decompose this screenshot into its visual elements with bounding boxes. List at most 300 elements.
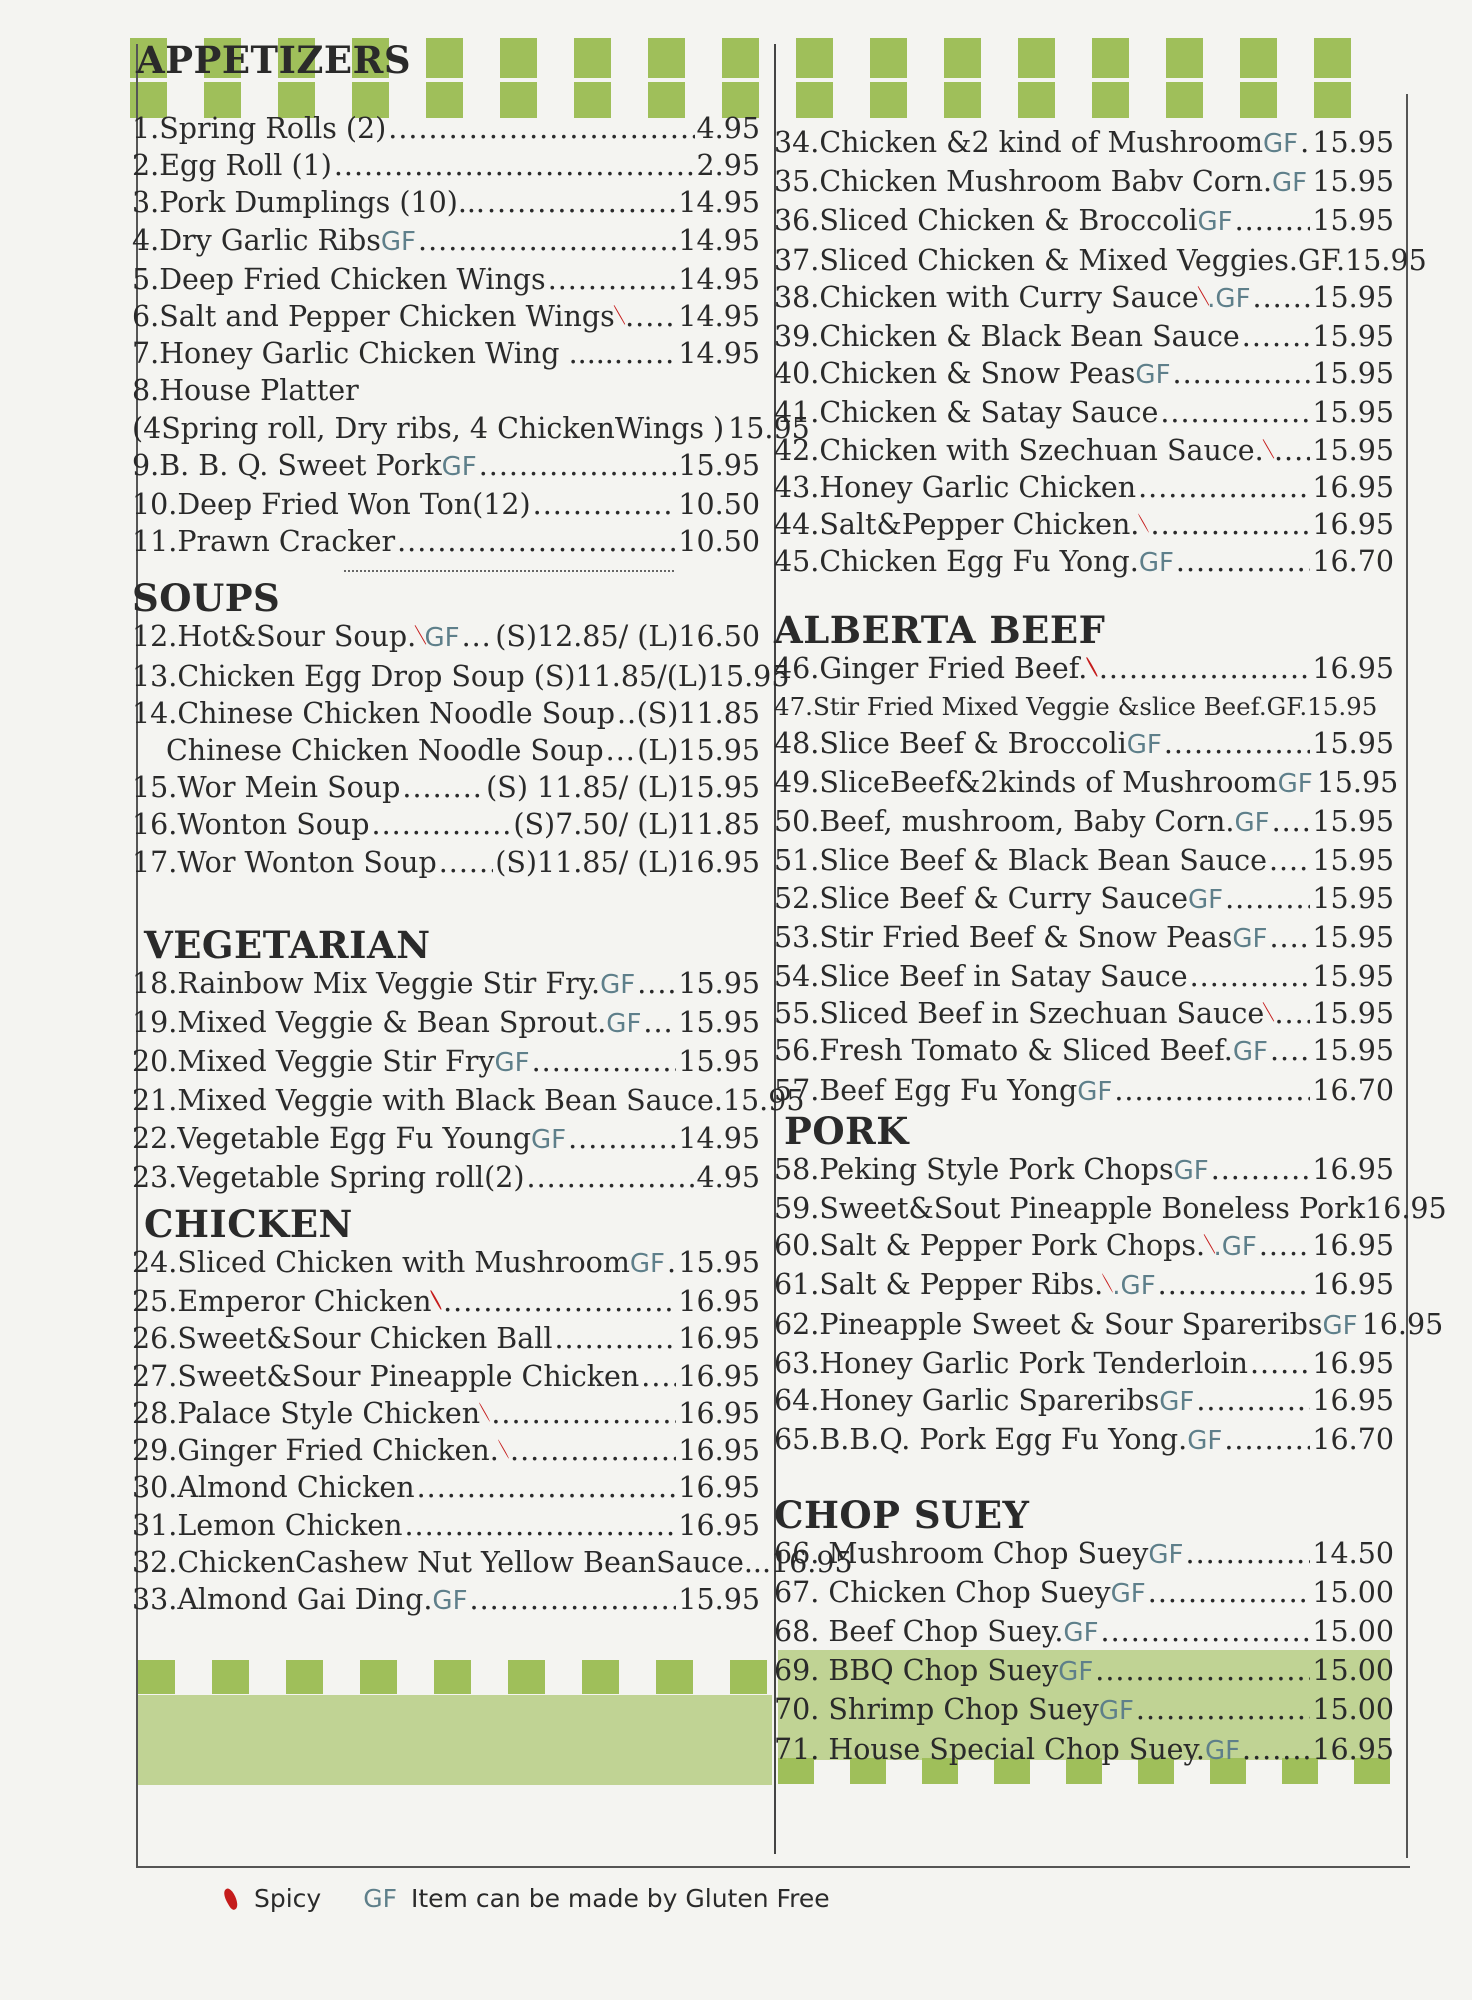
menu-item-price: 14.50 xyxy=(1312,1536,1394,1570)
gluten-free-tag: GF xyxy=(1204,1735,1241,1766)
menu-item xyxy=(774,688,1394,725)
leader-dots xyxy=(402,769,484,806)
menu-item xyxy=(132,1320,760,1357)
leader-dots xyxy=(439,844,494,881)
menu-item-price: 14.95 xyxy=(678,1121,760,1155)
gluten-free-tag: GF xyxy=(1277,769,1313,800)
leader-dots xyxy=(491,1395,676,1432)
leader-dots xyxy=(1253,279,1311,316)
menu-item-name: 35.Chicken Mushroom Babv Corn. xyxy=(774,165,1272,199)
menu-item-name: 48.Slice Beef & Broccoli xyxy=(774,726,1127,760)
chicken-list xyxy=(132,1244,853,1620)
menu-item xyxy=(132,1159,760,1196)
leader-dots xyxy=(1242,318,1311,355)
leader-dots xyxy=(1138,469,1310,506)
menu-item-name: 33.Almond Gai Ding. xyxy=(132,1582,433,1616)
menu-item xyxy=(774,394,1394,431)
menu-item-name: 24.Sliced Chicken with Mushroom xyxy=(132,1246,630,1280)
menu-item-price: (L)15.95 xyxy=(637,734,760,768)
menu-item xyxy=(132,1544,853,1581)
leader-dots xyxy=(1250,1345,1310,1382)
menu-item-price: (S)7.50/ (L)11.85 xyxy=(513,808,760,842)
leader-dots xyxy=(1300,124,1310,161)
menu-item-name: 3.Pork Dumplings (10)... xyxy=(132,186,485,220)
leader-dots xyxy=(1259,1227,1311,1264)
leader-dots xyxy=(548,261,677,298)
gluten-free-tag: .GF xyxy=(1112,1271,1156,1302)
menu-item-price: 15.95 xyxy=(1312,1034,1394,1068)
leader-dots xyxy=(334,147,695,184)
menu-item-name: 25.Emperor Chicken xyxy=(132,1285,432,1319)
menu-item xyxy=(132,1507,760,1544)
leader-dots xyxy=(1160,394,1310,431)
gluten-free-tag: GF xyxy=(1110,1578,1146,1609)
menu-item xyxy=(132,222,760,261)
leader-dots xyxy=(1186,1535,1311,1572)
section-title-pork: PORK xyxy=(784,1108,909,1153)
menu-item-price: 2.95 xyxy=(696,149,760,183)
leader-dots xyxy=(397,523,676,560)
menu-item-name: 36.Sliced Chicken & Broccoli xyxy=(774,204,1198,238)
leader-dots xyxy=(625,298,676,335)
menu-item xyxy=(132,1581,760,1620)
menu-item xyxy=(132,618,760,657)
leader-dots xyxy=(1270,1032,1310,1069)
menu-item-name: 44.Salt&Pepper Chicken. xyxy=(774,508,1140,542)
menu-item-price: 15.95 xyxy=(1312,920,1394,954)
menu-item-name: 68. Beef Chop Suey. xyxy=(774,1614,1064,1648)
gluten-free-tag: GF xyxy=(1272,168,1308,199)
menu-item-name: 6.Salt and Pepper Chicken Wings xyxy=(132,300,615,334)
menu-item-price: 15.00 xyxy=(1312,1575,1394,1609)
gluten-free-tag: GF xyxy=(1063,1617,1099,1648)
gluten-free-tag: GF xyxy=(1138,548,1174,579)
menu-item-name: 53.Stir Fried Beef & Snow Peas xyxy=(774,920,1233,954)
leader-dots xyxy=(479,447,677,484)
menu-item xyxy=(132,1120,760,1159)
menu-item-name: 61.Salt & Pepper Ribs. xyxy=(774,1268,1104,1302)
leader-dots xyxy=(527,1159,695,1196)
menu-item-name: 54.Slice Beef in Satay Sauce xyxy=(774,960,1188,994)
chili-icon xyxy=(613,305,624,324)
menu-item-price: 15.00 xyxy=(1312,1614,1394,1648)
gluten-free-tag: GF xyxy=(1098,1696,1134,1727)
menu-item-price: 4.95 xyxy=(696,1160,760,1194)
menu-item-name: Chinese Chicken Noodle Soup xyxy=(166,734,604,768)
leader-dots xyxy=(1269,842,1310,879)
menu-item xyxy=(774,1266,1394,1305)
gluten-free-tag: GF xyxy=(1187,1426,1223,1457)
menu-item xyxy=(774,919,1394,958)
menu-item xyxy=(774,650,1394,687)
menu-item xyxy=(774,163,1394,202)
menu-item xyxy=(132,523,760,560)
section-title-alberta-beef: ALBERTA BEEF xyxy=(774,608,1106,653)
menu-item-name: 20.Mixed Veggie Stir Fry xyxy=(132,1045,495,1079)
leader-dots xyxy=(1274,995,1310,1032)
leader-dots xyxy=(617,695,635,732)
menu-item xyxy=(132,1358,760,1395)
platter-separator xyxy=(344,570,674,572)
menu-item-price: 14.95 xyxy=(678,223,760,257)
gluten-free-tag: GF xyxy=(1262,129,1299,159)
menu-item-name: 52.Slice Beef & Curry Sauce xyxy=(774,881,1188,915)
gluten-free-tag: GF xyxy=(1232,923,1268,954)
chili-icon xyxy=(1138,513,1150,533)
menu-item-name: 5.Deep Fried Chicken Wings xyxy=(132,262,546,296)
menu-item xyxy=(774,1227,1394,1266)
leader-dots xyxy=(404,1507,676,1544)
menu-item xyxy=(132,844,760,881)
menu-item xyxy=(774,318,1394,355)
menu-item-name: 59.Sweet&Sout Pineapple Boneless Pork16.95 xyxy=(774,1192,1447,1226)
menu-item-name: 64.Honey Garlic Spareribs xyxy=(774,1384,1160,1418)
menu-item-price: (S) 11.85/ (L)15.95 xyxy=(486,771,760,805)
menu-item-price: 15.95 xyxy=(1312,320,1394,354)
menu-item-price: 15.95 xyxy=(1316,766,1399,800)
leader-dots xyxy=(1173,355,1311,392)
menu-item xyxy=(774,506,1394,543)
menu-item-price: 15.95 xyxy=(728,411,810,445)
menu-item-price: 16.95 xyxy=(678,1359,760,1393)
gluten-free-tag: GF xyxy=(494,1048,530,1079)
menu-item xyxy=(774,1421,1394,1460)
menu-item-price: (S)11.85 xyxy=(636,696,760,730)
menu-item-name: 58.Peking Style Pork Chops xyxy=(774,1152,1174,1186)
menu-item xyxy=(774,1574,1394,1613)
menu-item-price: 16.70 xyxy=(1312,1073,1394,1107)
menu-item-name: 50.Beef, mushroom, Baby Corn. xyxy=(774,805,1235,839)
menu-item-price: 14.95 xyxy=(678,262,760,296)
gluten-free-tag: GF xyxy=(1187,884,1224,915)
menu-item-price: 15.95 xyxy=(1312,805,1394,839)
gluten-free-tag: GF xyxy=(1159,1387,1195,1418)
section-title-chop-suey: CHOP SUEY xyxy=(774,1492,1030,1537)
menu-item-name: 2.Egg Roll (1) xyxy=(132,149,332,183)
menu-item xyxy=(132,1283,760,1320)
menu-item-name: 45.Chicken Egg Fu Yong. xyxy=(774,545,1139,579)
menu-item-name: 60.Salt & Pepper Pork Chops. xyxy=(774,1229,1206,1263)
menu-item-name: 29.Ginger Fried Chicken. xyxy=(132,1434,499,1468)
leader-dots xyxy=(606,732,636,769)
menu-item-price: 15.95 xyxy=(1312,881,1394,915)
menu-item-price: 16.95 xyxy=(1312,1346,1394,1380)
menu-item-name: 40.Chicken & Snow Peas xyxy=(774,357,1136,391)
menu-item-price: 16.95 xyxy=(678,1471,760,1505)
leader-dots xyxy=(1114,1072,1310,1109)
menu-item-name: (4Spring roll, Dry ribs, 4 ChickenWings ) xyxy=(132,411,725,445)
menu-item-price: 15.95 xyxy=(1312,204,1394,238)
leader-dots xyxy=(418,222,676,259)
menu-item xyxy=(132,806,760,843)
menu-item-price: 15.95 xyxy=(1312,126,1394,159)
menu-item-price: 15.95 xyxy=(678,1246,760,1280)
menu-item-price: 16.70 xyxy=(1312,545,1394,579)
menu-item-name: 10.Deep Fried Won Ton(12) xyxy=(132,488,531,522)
vegetarian-list xyxy=(132,965,805,1196)
menu-item-name: 69. BBQ Chop Suey xyxy=(774,1654,1059,1688)
menu-item xyxy=(774,958,1394,995)
menu-item-price: 15.95 xyxy=(678,1582,760,1616)
menu-item xyxy=(132,261,760,298)
leader-dots xyxy=(637,965,676,1002)
menu-item xyxy=(132,1395,760,1432)
menu-item-name: 57.Beef Egg Fu Yong xyxy=(774,1073,1078,1107)
menu-item-price: 16.95 xyxy=(1361,1307,1444,1341)
right-column xyxy=(774,124,1447,1770)
menu-item-name: 26.Sweet&Sour Chicken Ball xyxy=(132,1322,553,1356)
menu-item xyxy=(774,1032,1394,1071)
chili-icon xyxy=(497,1439,509,1459)
chop-suey-list xyxy=(774,1535,1394,1770)
menu-item-price: 15.95 xyxy=(1312,960,1394,994)
chili-icon xyxy=(479,1402,491,1422)
gluten-free-tag: GF xyxy=(1077,1076,1113,1107)
gluten-free-tag: GF xyxy=(1135,360,1171,391)
menu-item-name: 14.Chinese Chicken Noodle Soup xyxy=(132,696,615,730)
menu-item xyxy=(132,410,810,447)
menu-item-price: 15.95 xyxy=(678,448,760,482)
menu-item-name: 11.Prawn Cracker xyxy=(132,525,396,559)
menu-item xyxy=(774,1613,1394,1652)
menu-item xyxy=(774,543,1394,582)
chili-icon xyxy=(1262,439,1273,458)
menu-item xyxy=(774,803,1394,842)
menu-item-price: 15.95 xyxy=(678,1045,760,1079)
menu-item-name: 30.Almond Chicken xyxy=(132,1471,415,1505)
menu-item-name: 9.B. B. Q. Sweet Pork xyxy=(132,448,442,482)
menu-item-name: 71. House Special Chop Suey. xyxy=(774,1732,1205,1766)
menu-item xyxy=(132,372,760,409)
menu-item-price: 16.95 xyxy=(1312,652,1394,686)
chili-icon xyxy=(1263,1003,1274,1022)
menu-item-name: 7.Honey Garlic Chicken Wing ...... xyxy=(132,337,623,371)
menu-item-price: 16.95 xyxy=(1312,1268,1394,1302)
section-title-soups: SOUPS xyxy=(132,576,281,621)
menu-item xyxy=(774,202,1394,241)
menu-item-price: 4.95 xyxy=(696,112,760,145)
menu-item-price: 10.50 xyxy=(678,488,760,522)
menu-item-price: 16.95 xyxy=(1312,1229,1394,1263)
menu-item-price: 14.95 xyxy=(678,300,760,334)
gluten-free-tag: GF xyxy=(432,1585,468,1616)
pork-list xyxy=(774,1151,1447,1461)
menu-item-name: 17.Wor Wonton Soup xyxy=(132,845,437,879)
menu-item-price: 15.00 xyxy=(1312,1654,1394,1688)
menu-item xyxy=(774,1691,1394,1730)
menu-item xyxy=(774,995,1394,1032)
menu-item-price: 16.95 xyxy=(678,1322,760,1356)
gluten-free-tag: GF xyxy=(531,1124,567,1155)
gluten-free-tag: GF xyxy=(1173,1155,1209,1186)
leader-dots xyxy=(641,1358,676,1395)
gluten-free-tag: .GF xyxy=(1213,1232,1257,1263)
menu-item-price: 14.95 xyxy=(678,186,760,220)
menu-item-name: 22.Vegetable Egg Fu Young xyxy=(132,1121,531,1155)
menu-item xyxy=(132,1469,760,1506)
menu-item xyxy=(774,1345,1394,1382)
menu-item-name: 1.Spring Rolls (2) xyxy=(132,112,387,145)
gluten-free-tag: GF xyxy=(1058,1657,1094,1688)
menu-item xyxy=(774,1731,1394,1770)
leader-dots xyxy=(1242,1731,1310,1768)
menu-item-name: 67. Chicken Chop Suey xyxy=(774,1575,1111,1609)
menu-item-name: 62.Pineapple Sweet & Sour Spareribs xyxy=(774,1307,1323,1341)
menu-item-price: 15.95 xyxy=(678,966,760,1000)
menu-item xyxy=(132,1004,760,1043)
menu-item-price: 15.95 xyxy=(1312,357,1394,391)
leader-dots xyxy=(1176,543,1310,580)
leader-dots xyxy=(1211,1151,1311,1188)
leader-dots xyxy=(1099,650,1311,687)
menu-item-price: 16.95 xyxy=(1312,1732,1394,1766)
menu-item-name: 41.Chicken & Satay Sauce xyxy=(774,396,1159,430)
menu-item xyxy=(132,335,760,372)
leader-dots xyxy=(1148,1574,1311,1611)
leader-dots xyxy=(643,1004,676,1041)
gluten-free-tag: GF xyxy=(1197,207,1233,238)
menu-item xyxy=(132,147,760,184)
menu-item-name: 18.Rainbow Mix Veggie Stir Fry. xyxy=(132,966,601,1000)
menu-item-name: 32.ChickenCashew Nut Yellow BeanSauce...16.95 xyxy=(132,1545,853,1579)
legend xyxy=(222,1884,830,1913)
menu-item xyxy=(774,1535,1394,1574)
menu-item-price: 16.95 xyxy=(678,1508,760,1542)
menu-item-name: 31.Lemon Chicken xyxy=(132,1508,403,1542)
legend-gf-code: GF xyxy=(363,1884,397,1913)
menu-item-name: 39.Chicken & Black Bean Sauce xyxy=(774,320,1240,354)
menu-item-price: 14.95 xyxy=(678,337,760,371)
menu-item-name: 34.Chicken &2 kind of Mushroom xyxy=(774,126,1263,159)
leader-dots xyxy=(1224,1421,1310,1458)
menu-item xyxy=(774,842,1394,879)
leader-dots xyxy=(487,184,676,221)
menu-item-price: 15.95 xyxy=(1312,280,1394,314)
menu-item-name: 47.Stir Fried Mixed Veggie &slice Beef.GF.15.95 xyxy=(774,691,1378,721)
leader-dots xyxy=(1101,1613,1311,1650)
gluten-free-tag: .GF xyxy=(1207,283,1251,314)
menu-item-name: 46.Ginger Fried Beef. xyxy=(774,652,1088,686)
menu-item-name: 13.Chicken Egg Drop Soup (S)11.85/(L)15.95 xyxy=(132,659,790,693)
leader-dots xyxy=(1095,1652,1310,1689)
leader-dots xyxy=(1164,725,1311,762)
gluten-free-tag: GF xyxy=(600,969,636,1000)
menu-item xyxy=(132,1244,760,1283)
menu-item xyxy=(774,725,1394,764)
menu-item-name: 43.Honey Garlic Chicken xyxy=(774,470,1137,504)
leader-dots xyxy=(1151,506,1311,543)
menu-item-name: 15.Wor Mein Soup xyxy=(132,771,401,805)
legend-spicy: Spicy xyxy=(254,1884,322,1913)
chili-icon xyxy=(1086,658,1098,678)
beef-list xyxy=(774,650,1399,1110)
soups-list xyxy=(132,618,790,880)
menu-item-name: 16.Wonton Soup xyxy=(132,808,370,842)
gluten-free-tag: GF xyxy=(1234,808,1270,839)
menu-item xyxy=(774,1072,1394,1111)
menu-item xyxy=(774,124,1394,163)
menu-item-name: 63.Honey Garlic Pork Tenderloin xyxy=(774,1346,1248,1380)
menu-item xyxy=(774,279,1394,318)
menu-item-price: 15.95 xyxy=(678,1006,760,1040)
menu-item-name: 4.Dry Garlic Ribs xyxy=(132,223,381,257)
menu-item-price: (S)12.85/ (L)16.50 xyxy=(495,620,760,654)
chili-icon xyxy=(430,1290,442,1310)
menu-item-price: 16.70 xyxy=(1312,1423,1394,1457)
leader-dots xyxy=(443,1283,676,1320)
leader-dots xyxy=(372,806,512,843)
menu-item-name: 21.Mixed Veggie with Black Bean Sauce.15.95 xyxy=(132,1084,805,1118)
menu-item-price: 16.95 xyxy=(678,1434,760,1468)
menu-item-price: (S)11.85/ (L)16.95 xyxy=(495,845,760,879)
leader-dots xyxy=(1269,919,1310,956)
menu-item-price: 15.95 xyxy=(1312,396,1394,430)
menu-item xyxy=(132,298,760,335)
gluten-free-tag: GF xyxy=(441,451,477,482)
menu-item-name: 27.Sweet&Sour Pineapple Chicken xyxy=(132,1359,640,1393)
gluten-free-tag: GF xyxy=(1232,1037,1268,1068)
section-title-appetizers: APPETIZERS xyxy=(136,38,412,82)
menu-item-name: 55.Sliced Beef in Szechuan Sauce xyxy=(774,997,1265,1031)
menu-item xyxy=(132,1432,760,1469)
gluten-free-tag: GF xyxy=(424,623,460,654)
menu-item-price: 15.95 xyxy=(1312,433,1394,467)
gluten-free-tag: GF xyxy=(1322,1310,1358,1341)
leader-dots xyxy=(417,1469,677,1506)
menu-item xyxy=(132,1082,805,1119)
gluten-free-tag: GF xyxy=(629,1249,665,1280)
menu-item xyxy=(774,355,1394,394)
menu-item xyxy=(774,242,1427,279)
leader-dots xyxy=(1190,958,1311,995)
menu-item xyxy=(774,432,1394,469)
menu-item-price: 15.95 xyxy=(1312,726,1394,760)
leader-dots xyxy=(568,1120,676,1157)
menu-item-name: 51.Slice Beef & Black Bean Sauce xyxy=(774,844,1267,878)
menu-item xyxy=(132,769,760,806)
leader-dots xyxy=(1196,1382,1310,1419)
menu-item-name: 70. Shrimp Chop Suey xyxy=(774,1693,1099,1727)
menu-item xyxy=(774,764,1399,803)
leader-dots xyxy=(1235,202,1311,239)
menu-item-name: 65.B.B.Q. Pork Egg Fu Yong. xyxy=(774,1423,1188,1457)
leader-dots xyxy=(470,1581,677,1618)
chili-icon xyxy=(221,1886,241,1910)
menu-item xyxy=(774,880,1394,919)
menu-item-name: 23.Vegetable Spring roll(2) xyxy=(132,1160,525,1194)
menu-item xyxy=(774,1306,1444,1345)
menu-item xyxy=(132,447,760,486)
menu-item xyxy=(774,1382,1394,1421)
gluten-free-tag: GF xyxy=(380,226,417,257)
leader-dots xyxy=(1274,432,1310,469)
leader-dots xyxy=(554,1320,676,1357)
menu-item xyxy=(774,1151,1394,1190)
menu-item xyxy=(774,1652,1394,1691)
menu-item-name: 19.Mixed Veggie & Bean Sprout. xyxy=(132,1006,607,1040)
menu-item-price: 15.95 xyxy=(1312,997,1394,1031)
leader-dots xyxy=(1309,163,1310,200)
leader-dots xyxy=(1158,1266,1311,1303)
menu-item-name: 42.Chicken with Szechuan Sauce. xyxy=(774,433,1264,467)
menu-item-price: 16.95 xyxy=(1312,1384,1394,1418)
right-frame-line xyxy=(1406,94,1408,1858)
menu-item xyxy=(132,110,760,147)
section-title-chicken: CHICKEN xyxy=(144,1202,353,1247)
menu-item xyxy=(774,469,1394,506)
gluten-free-tag: GF xyxy=(1126,729,1162,760)
leader-dots xyxy=(1136,1691,1310,1728)
